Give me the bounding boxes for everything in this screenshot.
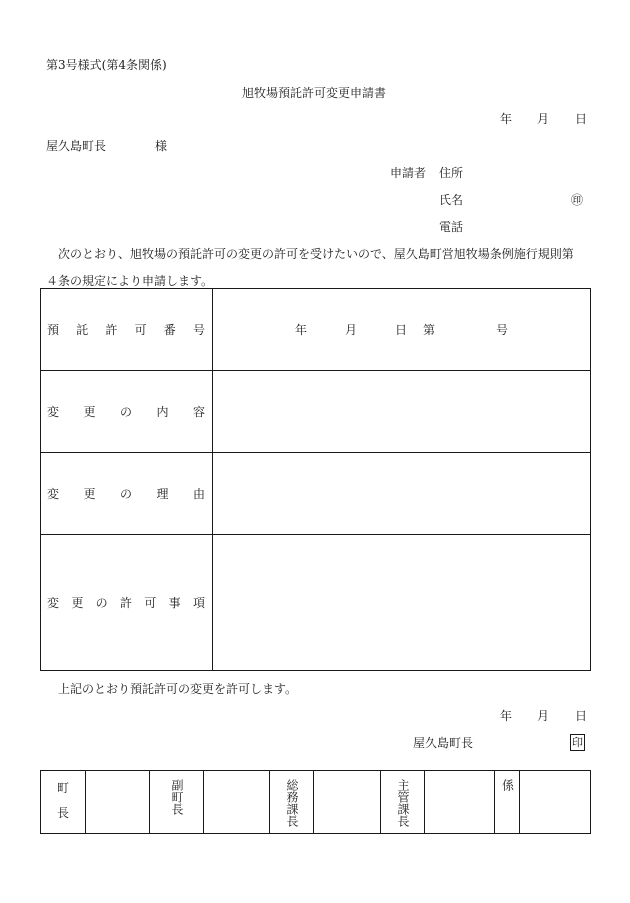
date-year-unit: 年 bbox=[500, 112, 513, 126]
table-row-change-reason bbox=[41, 453, 591, 535]
stamp-label-staff bbox=[495, 771, 520, 834]
value-change-content[interactable] bbox=[213, 371, 591, 453]
approval-seal-mark: 印 bbox=[572, 736, 583, 749]
permit-day-unit: 日 bbox=[395, 323, 408, 337]
permit-dai-unit: 第 bbox=[423, 323, 436, 337]
body-text-line2: ４条の規定により申請します。 bbox=[46, 274, 214, 288]
label-char: 変 bbox=[47, 596, 60, 610]
applicant-address-label: 住所 bbox=[439, 166, 464, 180]
page-title: 旭牧場預託許可変更申請書 bbox=[242, 86, 387, 100]
label-change-reason bbox=[41, 453, 213, 535]
application-table bbox=[40, 288, 591, 671]
stamp-label-mayor-top: 町 bbox=[56, 781, 69, 795]
stamp-label-section-chief bbox=[381, 771, 425, 834]
table-row-permit-items bbox=[41, 535, 591, 671]
stamp-label-staff-text: 係 bbox=[500, 779, 515, 791]
body-text-line1: 次のとおり、旭牧場の預託許可の変更の許可を受けたいので、屋久島町営旭牧場条例施行規則第 bbox=[58, 247, 574, 261]
stamp-label-deputy-text: 副町長 bbox=[170, 779, 184, 815]
date-month-unit: 月 bbox=[537, 112, 550, 126]
label-char: 変 bbox=[47, 487, 60, 501]
label-char: 理 bbox=[156, 487, 169, 501]
stamp-label-general-affairs bbox=[270, 771, 314, 834]
label-char: 許 bbox=[119, 596, 132, 610]
stamp-label-mayor-bottom: 長 bbox=[56, 806, 69, 820]
label-char: 可 bbox=[144, 596, 157, 610]
label-permit-number bbox=[41, 289, 213, 371]
stamp-box-general-affairs[interactable] bbox=[314, 771, 381, 834]
label-char: 容 bbox=[192, 405, 205, 419]
addressee-name: 屋久島町長 bbox=[46, 139, 107, 153]
value-change-reason[interactable] bbox=[213, 453, 591, 535]
stamp-label-general-affairs-text: 総務課長 bbox=[285, 779, 299, 827]
value-permit-items[interactable] bbox=[213, 535, 591, 671]
table-row-permit-number bbox=[41, 289, 591, 371]
approval-month-unit: 月 bbox=[537, 709, 550, 723]
stamp-label-mayor bbox=[41, 771, 86, 834]
label-char: 許 bbox=[105, 323, 118, 337]
application-date bbox=[500, 112, 587, 126]
stamp-box-deputy[interactable] bbox=[204, 771, 270, 834]
permit-year-unit: 年 bbox=[295, 323, 308, 337]
date-day-unit: 日 bbox=[575, 112, 588, 126]
form-number: 第3号様式(第4条関係) bbox=[46, 58, 167, 72]
label-char: 内 bbox=[156, 405, 169, 419]
label-char: 更 bbox=[83, 487, 96, 501]
label-char: 可 bbox=[134, 323, 147, 337]
approval-date bbox=[500, 709, 587, 723]
applicant-name-label: 氏名 bbox=[439, 193, 464, 207]
approval-day-unit: 日 bbox=[575, 709, 588, 723]
applicant-label: 申請者 bbox=[390, 166, 427, 180]
approval-year-unit: 年 bbox=[500, 709, 513, 723]
label-char: の bbox=[119, 487, 132, 501]
approval-signer: 屋久島町長 bbox=[413, 736, 474, 750]
approval-text: 上記のとおり預託許可の変更を許可します。 bbox=[58, 682, 298, 696]
table-row-change-content bbox=[41, 371, 591, 453]
label-char: 由 bbox=[192, 487, 205, 501]
label-permit-items bbox=[41, 535, 213, 671]
label-char: 項 bbox=[192, 596, 205, 610]
stamp-table bbox=[40, 770, 591, 834]
label-char: 変 bbox=[47, 405, 60, 419]
label-char: 更 bbox=[71, 596, 84, 610]
stamp-label-section-chief-text: 主管課長 bbox=[396, 779, 410, 827]
label-change-content bbox=[41, 371, 213, 453]
label-char: の bbox=[95, 596, 108, 610]
stamp-box-mayor[interactable] bbox=[86, 771, 150, 834]
label-char: の bbox=[119, 405, 132, 419]
label-char: 事 bbox=[168, 596, 181, 610]
label-char: 預 bbox=[47, 323, 60, 337]
stamp-box-staff[interactable] bbox=[520, 771, 591, 834]
applicant-phone-label: 電話 bbox=[439, 220, 464, 234]
label-char: 番 bbox=[163, 323, 176, 337]
stamp-box-section-chief[interactable] bbox=[425, 771, 495, 834]
addressee-suffix: 様 bbox=[155, 139, 168, 153]
label-char: 更 bbox=[83, 405, 96, 419]
permit-month-unit: 月 bbox=[345, 323, 358, 337]
label-char: 号 bbox=[192, 323, 205, 337]
permit-go-unit: 号 bbox=[496, 323, 509, 337]
applicant-seal-mark: ㊞ bbox=[571, 193, 584, 207]
stamp-label-deputy bbox=[150, 771, 204, 834]
value-permit-number[interactable] bbox=[213, 289, 591, 371]
label-char: 託 bbox=[76, 323, 89, 337]
